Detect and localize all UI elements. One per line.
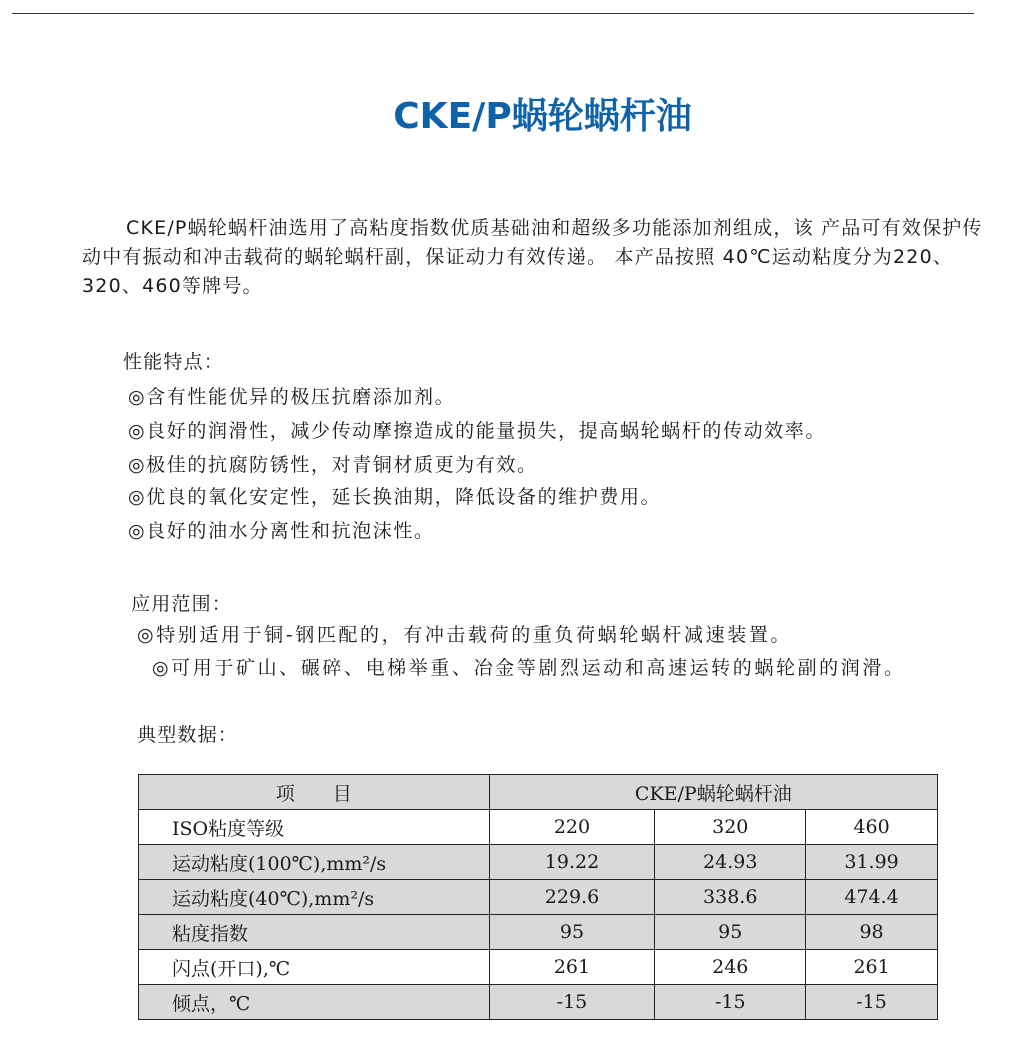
feature-item: ◎含有性能优异的极压抗磨添加剂。 (128, 386, 456, 408)
table-row (139, 985, 938, 1020)
cell-220: 229.6 (489, 880, 655, 915)
cell-460: 98 (806, 915, 938, 950)
cell-320: -15 (655, 985, 806, 1020)
header-product-cell: CKE/P蜗轮蜗杆油 (489, 775, 937, 810)
feature-item: ◎优良的氧化安定性，延长换油期，降低设备的维护费用。 (128, 486, 662, 508)
header-item-cell: 项 目 (139, 775, 490, 810)
cell-320: 246 (655, 950, 806, 985)
table-row (139, 880, 938, 915)
row-label: 运动粘度(40℃),mm²/s (139, 880, 490, 915)
row-label: 运动粘度(100℃),mm²/s (139, 845, 490, 880)
feature-item: ◎良好的油水分离性和抗泡沫性。 (128, 520, 435, 542)
cell-460: -15 (806, 985, 938, 1020)
applications-heading: 应用范围： (131, 593, 233, 615)
table-row (139, 950, 938, 985)
table-row (139, 915, 938, 950)
typical-data-heading: 典型数据： (137, 724, 239, 746)
cell-320: 338.6 (655, 880, 806, 915)
application-item: ◎特别适用于铜-钢匹配的，有冲击载荷的重负荷蜗轮蜗杆减速装置。 (137, 624, 793, 646)
cell-220: -15 (489, 985, 655, 1020)
table-row (139, 845, 938, 880)
feature-item: ◎极佳的抗腐防锈性，对青铜材质更为有效。 (128, 454, 538, 476)
page-title: CKE/P蜗轮蜗杆油 (393, 96, 692, 137)
row-label: 粘度指数 (139, 915, 490, 950)
cell-220: 95 (489, 915, 655, 950)
row-label: 闪点(开口),℃ (139, 950, 490, 985)
features-heading: 性能特点： (123, 351, 225, 373)
cell-320: 320 (655, 810, 806, 845)
top-rule (12, 13, 974, 14)
intro-paragraph: CKE/P蜗轮蜗杆油选用了高粘度指数优质基础油和超级多功能添加剂组成，该 产品可有效保护传动中有振动和冲击载荷的蜗轮蜗杆副，保证动力有效传递。 本产品按照 40℃运动粘度分为220、320、460等牌号。 (82, 217, 983, 297)
feature-item: ◎良好的润滑性，减少传动摩擦造成的能量损失，提高蜗轮蜗杆的传动效率。 (128, 420, 826, 442)
cell-220: 261 (489, 950, 655, 985)
cell-460: 474.4 (806, 880, 938, 915)
row-label: ISO粘度等级 (139, 810, 490, 845)
cell-460: 460 (806, 810, 938, 845)
cell-320: 24.93 (655, 845, 806, 880)
cell-320: 95 (655, 915, 806, 950)
row-label: 倾点，℃ (139, 985, 490, 1020)
cell-220: 19.22 (489, 845, 655, 880)
cell-460: 261 (806, 950, 938, 985)
table-row (139, 810, 938, 845)
table-header-row (139, 775, 938, 810)
typical-data-table (138, 774, 938, 1020)
cell-460: 31.99 (806, 845, 938, 880)
cell-220: 220 (489, 810, 655, 845)
application-item: ◎可用于矿山、碾碎、电梯举重、冶金等剧烈运动和高速运转的蜗轮副的润滑。 (152, 657, 906, 679)
